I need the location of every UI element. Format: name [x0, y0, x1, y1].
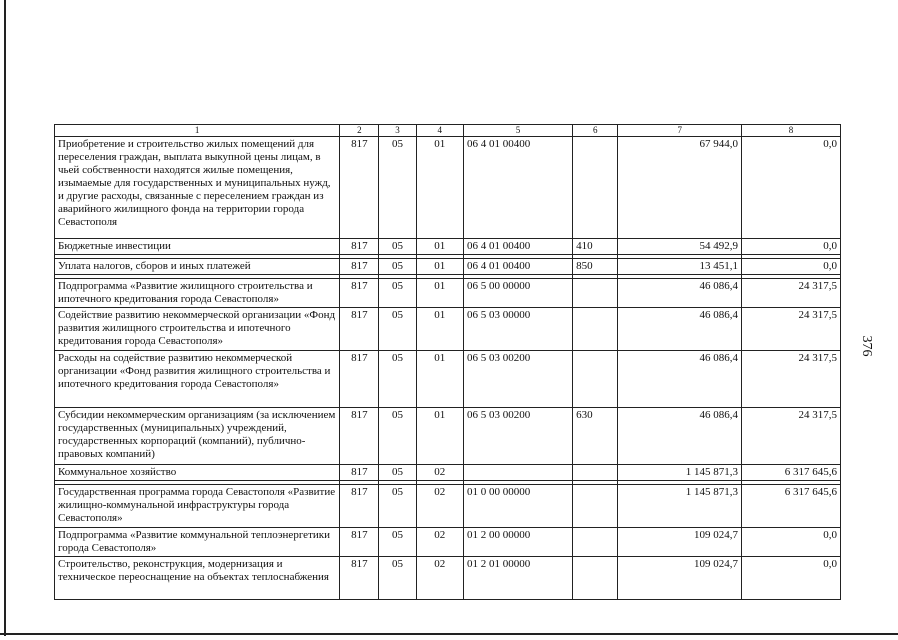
header-col-8: 8	[742, 125, 841, 137]
row-amount-7: 1 145 871,3	[618, 465, 742, 481]
row-ministry-code: 817	[340, 308, 379, 351]
row-name: Расходы на содействие развитию некоммерческой организации «Фонд развития жилищного строительства и ипотечного кредитования города Севастополя»	[55, 351, 340, 408]
row-section: 05	[379, 259, 416, 275]
row-name: Приобретение и строительство жилых помещений для переселения граждан, выплата выкупной цены лицам, в чьей собственности находятся жилые помещения, изымаемые для государственных и муниципальных нужд, и другие расходы, связанные с переселением граждан из аварийного жилищного фонда на территории города Севастополя	[55, 137, 340, 239]
table-row	[55, 351, 841, 408]
row-ministry-code: 817	[340, 279, 379, 308]
header-col-6: 6	[573, 125, 618, 137]
row-expense-type	[573, 351, 618, 408]
row-name: Уплата налогов, сборов и иных платежей	[55, 259, 340, 275]
row-subsection: 01	[416, 239, 463, 255]
row-section: 05	[379, 308, 416, 351]
row-section: 05	[379, 137, 416, 239]
budget-table	[54, 124, 841, 600]
row-subsection: 01	[416, 137, 463, 239]
row-amount-7: 109 024,7	[618, 557, 742, 600]
table-row	[55, 528, 841, 557]
row-section: 05	[379, 528, 416, 557]
row-amount-7: 46 086,4	[618, 351, 742, 408]
row-expense-type	[573, 465, 618, 481]
header-col-1: 1	[55, 125, 340, 137]
row-name: Строительство, реконструкция, модернизация и техническое переоснащение на объектах теплоснабжения	[55, 557, 340, 600]
table-row	[55, 485, 841, 528]
row-section: 05	[379, 239, 416, 255]
table-row	[55, 465, 841, 481]
row-expense-type	[573, 308, 618, 351]
row-ministry-code: 817	[340, 259, 379, 275]
row-subsection: 01	[416, 259, 463, 275]
row-amount-7: 46 086,4	[618, 308, 742, 351]
row-section: 05	[379, 465, 416, 481]
row-name: Подпрограмма «Развитие коммунальной теплоэнергетики города Севастополя»	[55, 528, 340, 557]
table-row	[55, 239, 841, 255]
row-amount-8: 0,0	[742, 137, 841, 239]
row-amount-7: 67 944,0	[618, 137, 742, 239]
row-target-article: 06 4 01 00400	[463, 259, 572, 275]
row-target-article	[463, 465, 572, 481]
row-target-article: 06 5 00 00000	[463, 279, 572, 308]
row-subsection: 02	[416, 528, 463, 557]
row-expense-type: 630	[573, 408, 618, 465]
header-col-5: 5	[463, 125, 572, 137]
row-expense-type	[573, 485, 618, 528]
row-amount-8: 24 317,5	[742, 279, 841, 308]
row-amount-8: 0,0	[742, 557, 841, 600]
row-expense-type	[573, 528, 618, 557]
row-target-article: 06 5 03 00000	[463, 308, 572, 351]
row-expense-type	[573, 557, 618, 600]
row-ministry-code: 817	[340, 465, 379, 481]
table-row	[55, 557, 841, 600]
row-target-article: 06 4 01 00400	[463, 239, 572, 255]
row-section: 05	[379, 485, 416, 528]
row-name: Коммунальное хозяйство	[55, 465, 340, 481]
row-subsection: 02	[416, 465, 463, 481]
row-amount-8: 6 317 645,6	[742, 465, 841, 481]
page-number: 376	[859, 335, 874, 357]
page-frame-bottom	[0, 633, 898, 635]
table-row	[55, 259, 841, 275]
row-amount-8: 0,0	[742, 239, 841, 255]
row-amount-8: 24 317,5	[742, 308, 841, 351]
row-amount-8: 0,0	[742, 528, 841, 557]
row-ministry-code: 817	[340, 557, 379, 600]
header-col-3: 3	[379, 125, 416, 137]
row-subsection: 01	[416, 279, 463, 308]
header-col-2: 2	[340, 125, 379, 137]
row-amount-7: 46 086,4	[618, 408, 742, 465]
row-target-article: 01 2 00 00000	[463, 528, 572, 557]
row-amount-8: 6 317 645,6	[742, 485, 841, 528]
row-name: Субсидии некоммерческим организациям (за исключением государственных (муниципальных) учреждений, государственных корпораций (компаний), публично-правовых компаний)	[55, 408, 340, 465]
row-expense-type	[573, 279, 618, 308]
row-amount-8: 24 317,5	[742, 408, 841, 465]
header-col-7: 7	[618, 125, 742, 137]
row-name: Бюджетные инвестиции	[55, 239, 340, 255]
header-col-4: 4	[416, 125, 463, 137]
row-ministry-code: 817	[340, 408, 379, 465]
row-amount-7: 109 024,7	[618, 528, 742, 557]
row-amount-8: 0,0	[742, 259, 841, 275]
row-expense-type: 410	[573, 239, 618, 255]
table-header-row	[55, 125, 841, 137]
row-ministry-code: 817	[340, 351, 379, 408]
row-subsection: 02	[416, 557, 463, 600]
row-target-article: 01 0 00 00000	[463, 485, 572, 528]
row-section: 05	[379, 279, 416, 308]
page-frame-left	[4, 0, 6, 636]
row-name: Подпрограмма «Развитие жилищного строительства и ипотечного кредитования города Севастополя»	[55, 279, 340, 308]
row-ministry-code: 817	[340, 485, 379, 528]
row-section: 05	[379, 557, 416, 600]
row-subsection: 01	[416, 408, 463, 465]
row-amount-7: 13 451,1	[618, 259, 742, 275]
row-target-article: 06 5 03 00200	[463, 408, 572, 465]
row-subsection: 01	[416, 308, 463, 351]
row-amount-7: 1 145 871,3	[618, 485, 742, 528]
row-ministry-code: 817	[340, 239, 379, 255]
row-amount-8: 24 317,5	[742, 351, 841, 408]
table-row	[55, 308, 841, 351]
row-name: Государственная программа города Севастополя «Развитие жилищно-коммунальной инфраструктуры города Севастополя»	[55, 485, 340, 528]
row-target-article: 06 5 03 00200	[463, 351, 572, 408]
row-section: 05	[379, 408, 416, 465]
row-name: Содействие развитию некоммерческой организации «Фонд развития жилищного строительства и ипотечного кредитования города Севастополя»	[55, 308, 340, 351]
row-expense-type	[573, 137, 618, 239]
row-expense-type: 850	[573, 259, 618, 275]
row-ministry-code: 817	[340, 137, 379, 239]
row-section: 05	[379, 351, 416, 408]
row-target-article: 06 4 01 00400	[463, 137, 572, 239]
row-target-article: 01 2 01 00000	[463, 557, 572, 600]
row-subsection: 01	[416, 351, 463, 408]
row-amount-7: 54 492,9	[618, 239, 742, 255]
table-row	[55, 408, 841, 465]
row-amount-7: 46 086,4	[618, 279, 742, 308]
table-row	[55, 137, 841, 239]
row-ministry-code: 817	[340, 528, 379, 557]
row-subsection: 02	[416, 485, 463, 528]
table-row	[55, 279, 841, 308]
